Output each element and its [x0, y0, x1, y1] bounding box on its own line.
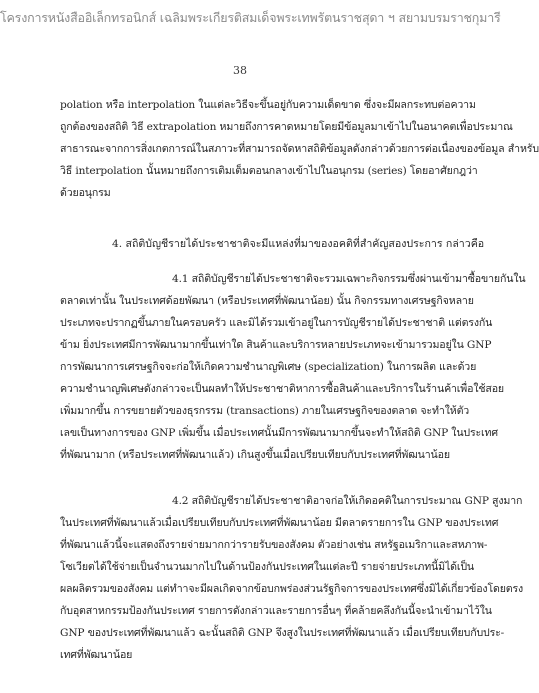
text-line: ในประเทศที่พัฒนาแล้วเมื่อเปรียบเทียบกับประเทศที่พัฒนาน้อย มีตลาดรายการใน GNP ของประเทศ [60, 517, 499, 529]
text-line: การพัฒนาการเศรษฐกิจจะก่อให้เกิดความชำนาญพิเศษ (specialization) ในการผลิต และด้วย [60, 361, 477, 373]
text-line: ประเภทจะปรากฏขึ้นภายในครอบครัว และมิได้รวมเข้าอยู่ในการบัญชีรายได้ประชาชาติ แต่ตรงกัน [60, 317, 493, 329]
text-line: วิธี interpolation นั้นหมายถึงการเติมเต็มตอนกลางเข้าไปในอนุกรม (series) โดยอาศัยกฎว่า [60, 165, 478, 177]
text-line: ถูกต้องของสถิติ วิธี extrapolation หมายถึงการคาดหมายโดยมีข้อมูลมาเข้าไปในอนาคตเพื่อประมาณ [60, 121, 513, 133]
text-line: polation หรือ interpolation ในแต่ละวิธีจะขึ้นอยู่กับความเด็ดขาด ซึ่งจะมีผลกระทบต่อความ [60, 99, 476, 111]
text-line: ข้าม ยิ่งประเทศมีการพัฒนามากขึ้นเท่าใด สินค้าและบริการหลายประเภทจะเข้ามารวมอยู่ใน GNP [60, 339, 492, 351]
text-line: เพิ่มมากขึ้น การขยายตัวของธุรกรรม (transactions) ภายในเศรษฐกิจของตลาด จะทำให้ตัว [60, 405, 470, 417]
text-line: โซเวียตได้ใช้จ่ายเป็นจำนวนมากไปในด้านป้องกันประเทศในแต่ละปี รายจ่ายประเภทนี้มิได้เป็น [60, 561, 474, 573]
text-line: ด้วยอนุกรม [60, 187, 111, 199]
text-line: ที่พัฒนามาก (หรือประเทศที่พัฒนาแล้ว) เกินสูงขึ้นเมื่อเปรียบเทียบกับประเทศที่พัฒนาน้อย [60, 449, 450, 461]
text-line: ความชำนาญพิเศษดังกล่าวจะเป็นผลทำให้ประชาชาติหาการซื้อสินค้าและบริการในร้านค้าเพื่อใช้สอย [60, 383, 504, 395]
text-line: เลขเป็นทางการของ GNP เพิ่มขึ้น เมื่อประเทศนั้นมีการพัฒนามากขึ้นจะทำให้สถิติ GNP ในประเทศ [60, 427, 498, 439]
page-number: 38 [233, 64, 247, 77]
section-heading: 4. สถิติบัญชีรายได้ประชาชาติจะมีแหล่งที่มาของอคติที่สำคัญสองประการ กล่าวคือ [112, 238, 485, 250]
text-line: กับอุตสาหกรรมป้องกันประเทศ รายการดังกล่าวและรายการอื่นๆ ที่คล้ายคลึงกันนี้จะนำเข้ามาไว้ใน [60, 605, 492, 617]
text-line: 4.2 สถิติบัญชีรายได้ประชาชาติอาจก่อให้เกิดอคติในการประมาณ GNP สูงมาก [172, 495, 523, 507]
text-line: ที่พัฒนาแล้วนี้จะแสดงถึงรายจ่ายมากกว่ารายรับของสังคม ตัวอย่างเช่น สหรัฐอเมริกาและสหภาพ- [60, 539, 488, 551]
text-line: ผลผลิตรวมของสังคม แต่ทำาจะมีผลเกิดจากข้อบกพร่องส่วนรัฐกิจการของประเทศซึ่งมิได้เกี่ยวข้องโดยตรง [60, 583, 524, 595]
page-header: โครงการหนังสืออิเล็กทรอนิกส์ เฉลิมพระเกียรติสมเด็จพระเทพรัตนราชสุดา ฯ สยามบรมราชกุมารี [0, 10, 501, 25]
text-line: GNP ของประเทศที่พัฒนาแล้ว ฉะนั้นสถิติ GNP จึงสูงในประเทศที่พัฒนาแล้ว เมื่อเปรียบเทียบกับประ- [60, 627, 505, 639]
text-line: ตลาดเท่านั้น ในประเทศด้อยพัฒนา (หรือประเทศที่พัฒนาน้อย) นั้น กิจกรรมทางเศรษฐกิจหลาย [60, 295, 474, 307]
text-line: สาธารณะจากการสิ่งเกตการณ์ในสภาวะที่สามารถจัดหาสถิติข้อมูลดังกล่าวด้วยการต่อเนื่องของข้อมูล สำหรับ [60, 143, 539, 155]
text-line: เทศที่พัฒนาน้อย [60, 649, 133, 661]
text-line: 4.1 สถิติบัญชีรายได้ประชาชาติจะรวมเฉพาะกิจกรรมซึ่งผ่านเข้ามาซื้อขายกันใน [172, 273, 526, 285]
